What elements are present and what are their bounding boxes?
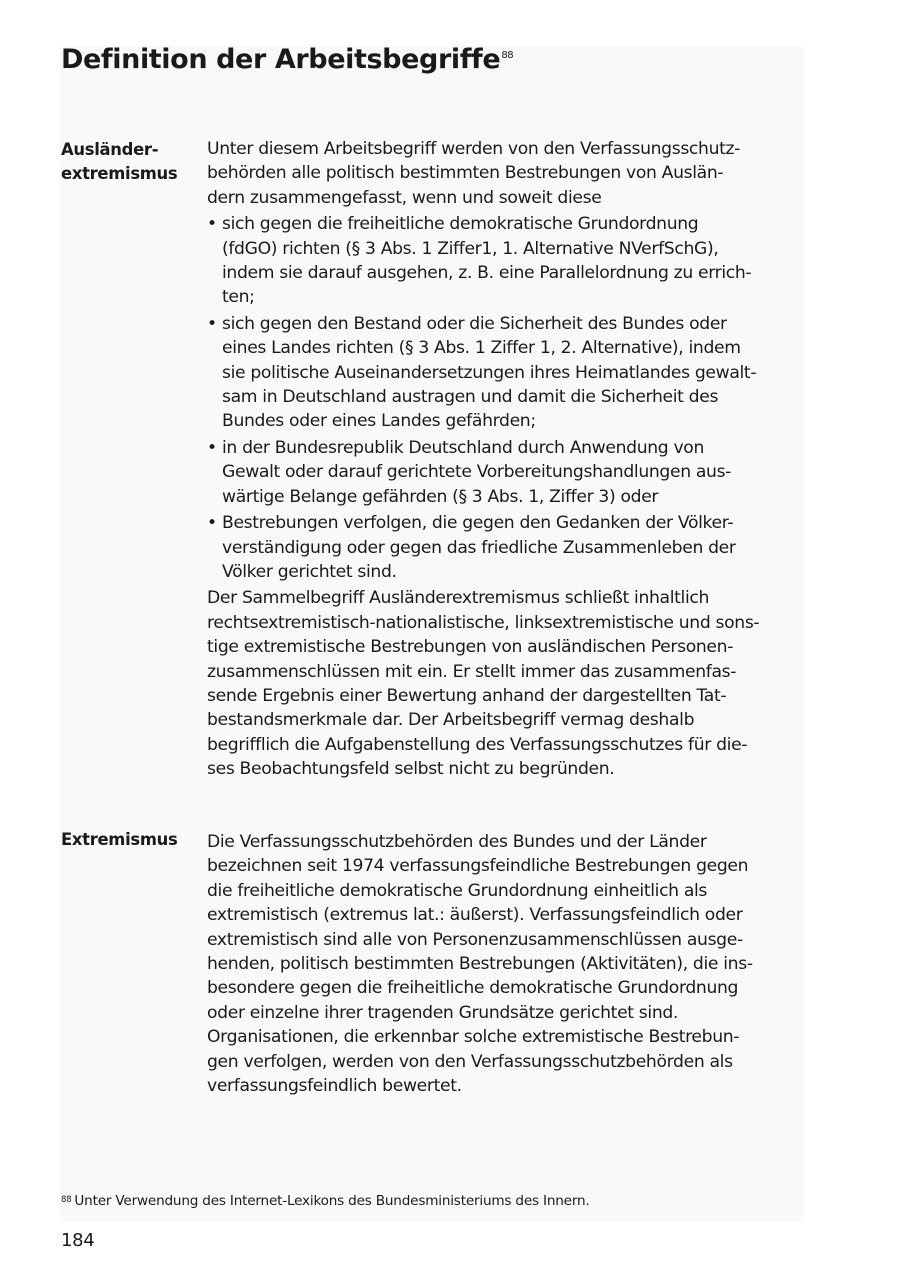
footnote <box>61 1192 590 1210</box>
bullet-item <box>207 511 807 584</box>
text-line: bestandsmerkmale dar. Der Arbeitsbegriff vermag deshalb <box>207 710 695 731</box>
text-line: die freiheitliche demokratische Grundordnung einheitlich als <box>207 880 708 901</box>
bullet-line: (fdGO) richten (§ 3 Abs. 1 Ziffer1, 1. Alternative NVerfSchG), <box>222 238 719 259</box>
bullet-line: • in der Bundesrepublik Deutschland durch Anwendung von <box>207 436 807 460</box>
text-line: dern zusammengefasst, wenn und soweit diese <box>207 187 602 208</box>
bullet-item <box>207 212 807 310</box>
bullet-item <box>207 436 807 509</box>
text-line: Unter diesem Arbeitsbegriff werden von den Verfassungsschutz- <box>207 139 741 159</box>
text-line: ses Beobachtungsfeld selbst nicht zu begründen. <box>207 759 615 780</box>
bullet-line: Völker gerichtet sind. <box>222 561 397 582</box>
bullet-line: sam in Deutschland austragen und damit die Sicherheit des <box>222 387 719 408</box>
page-number: 184 <box>61 1230 95 1251</box>
title-footnote-marker: 88 <box>501 50 514 61</box>
text-line: gen verfolgen, werden von den Verfassungsschutzbehörden als <box>207 1051 733 1072</box>
term-line: Extremismus <box>61 830 178 849</box>
text-line: verfassungsfeindlich bewertet. <box>207 1076 462 1097</box>
text-line: besondere gegen die freiheitliche demokratische Grundordnung <box>207 978 739 999</box>
footnote-text: Unter Verwendung des Internet-Lexikons des Bundesministeriums des Innern. <box>74 1193 590 1209</box>
text-line: henden, politisch bestimmten Bestrebungen (Aktivitäten), die ins- <box>207 954 753 975</box>
term-extremismus <box>61 828 177 852</box>
text-line: Der Sammelbegriff Ausländerextremismus schließt inhaltlich <box>207 588 710 609</box>
text-line: zusammenschlüssen mit ein. Er stellt immer das zusammenfas- <box>207 661 737 682</box>
page-title <box>61 44 513 75</box>
bullet-line: wärtige Belange gefährden (§ 3 Abs. 1, Ziffer 3) oder <box>222 486 659 507</box>
text-line: begrifflich die Aufgabenstellung des Verfassungsschutzes für die- <box>207 734 748 755</box>
text-line: behörden alle politisch bestimmten Bestrebungen von Auslän- <box>207 163 724 184</box>
bullet-line: • Bestrebungen verfolgen, die gegen den Gedanken der Völker- <box>207 511 807 535</box>
text-line: Die Verfassungsschutzbehörden des Bundes und der Länder <box>207 832 707 852</box>
bullet-line: indem sie darauf ausgehen, z. B. eine Parallelordnung zu errich- <box>222 263 752 284</box>
definition-body-extremismus <box>207 830 807 1098</box>
term-line: extremismus <box>61 164 178 184</box>
text-line: rechtsextremistisch-nationalistische, linksextremistische und sons- <box>207 612 760 633</box>
bullet-line: eines Landes richten (§ 3 Abs. 1 Ziffer 1, 2. Alternative), indem <box>222 338 741 359</box>
bullet-line: verständigung oder gegen das friedliche Zusammenleben der <box>222 537 736 558</box>
bullet-line: • sich gegen die freiheitliche demokratische Grundordnung <box>207 212 807 236</box>
text-line: sende Ergebnis einer Bewertung anhand der dargestellten Tat- <box>207 685 727 706</box>
bullet-line: sie politische Auseinandersetzungen ihres Heimatlandes gewalt- <box>222 362 757 383</box>
text-line: tige extremistische Bestrebungen von ausländischen Personen- <box>207 637 734 658</box>
bullet-line: Gewalt oder darauf gerichtete Vorbereitungshandlungen aus- <box>222 462 732 483</box>
text-line: bezeichnen seit 1974 verfassungsfeindliche Bestrebungen gegen <box>207 856 749 877</box>
bullet-line: • sich gegen den Bestand oder die Sicherheit des Bundes oder <box>207 312 807 336</box>
definition-body-auslaenderextremismus <box>207 137 807 782</box>
text-line: extremistisch (extremus lat.: äußerst). Verfassungsfeindlich oder <box>207 905 743 926</box>
page-title-text: Definition der Arbeitsbegriffe <box>61 44 501 75</box>
bullet-line: Bundes oder eines Landes gefährden; <box>222 411 536 432</box>
bullet-item <box>207 312 807 434</box>
bullet-line: ten; <box>222 287 255 308</box>
term-line: Ausländer- <box>61 140 159 159</box>
footnote-marker: 88 <box>61 1195 72 1205</box>
text-line: Organisationen, die erkennbar solche extremistische Bestrebun- <box>207 1027 740 1048</box>
text-line: oder einzelne ihrer tragenden Grundsätze gerichtet sind. <box>207 1002 679 1023</box>
text-line: extremistisch sind alle von Personenzusammenschlüssen ausge- <box>207 929 743 950</box>
term-auslaenderextremismus <box>61 138 177 187</box>
